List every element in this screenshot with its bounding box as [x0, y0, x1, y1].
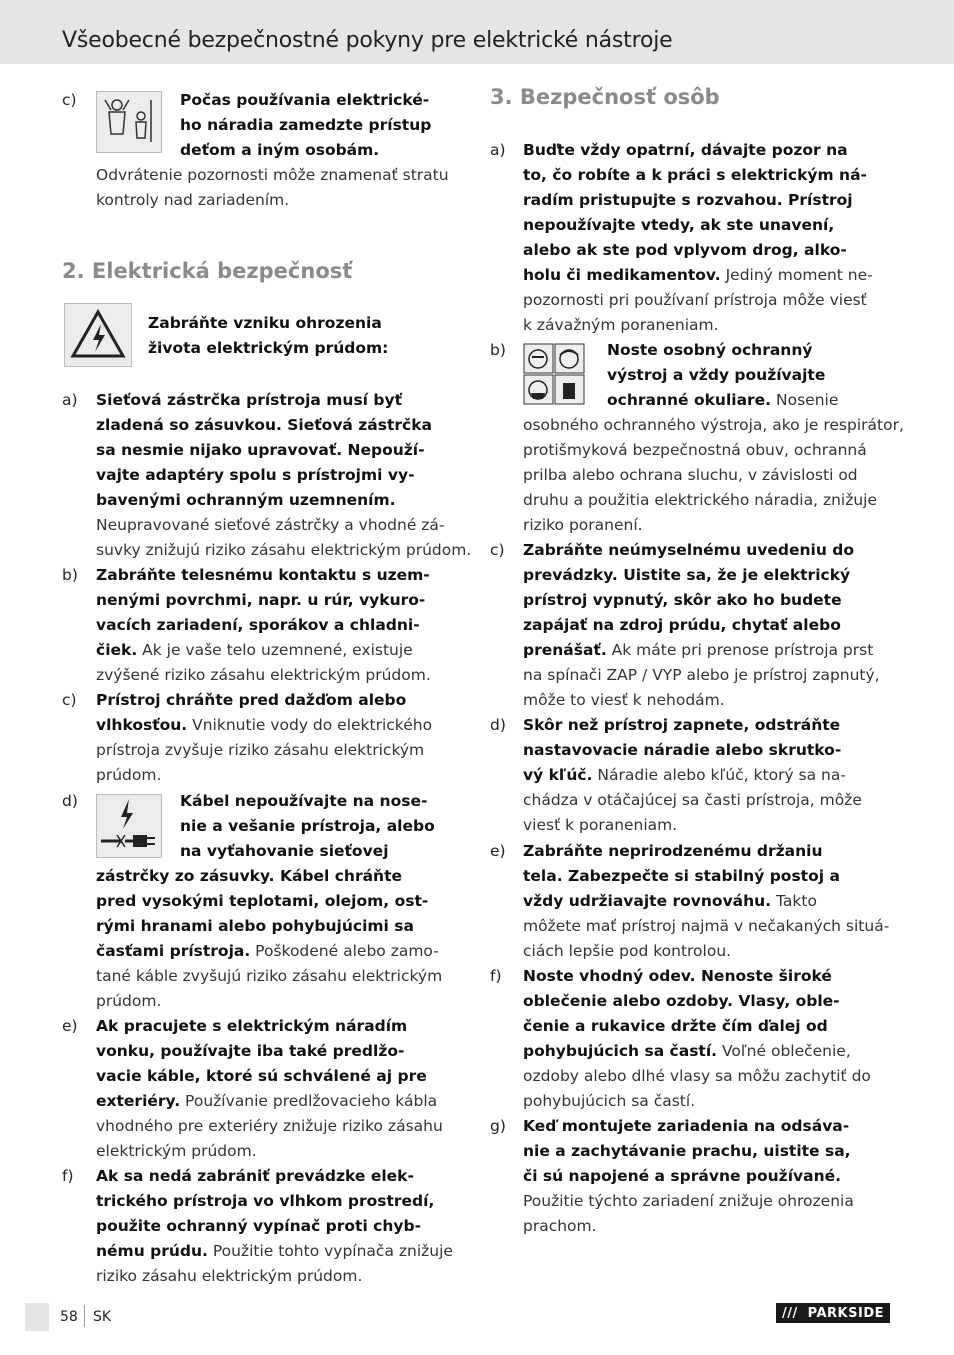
bold-line: Zabráňte telesnému kontaktu s uzem- [96, 566, 430, 584]
bold-line: Keď montujete zariadenia na odsáva- [523, 1117, 850, 1135]
bold-line: Skôr než prístroj zapnete, odstráňte [523, 716, 841, 734]
bold-line: nepoužívajte vtedy, ak ste unavení, [523, 216, 835, 234]
body-line: na spínači ZAP / VYP alebo je prístroj zapnutý, [523, 666, 880, 684]
brand-name: PARKSIDE [807, 1305, 884, 1321]
body-line: k závažným poraneniam. [523, 316, 719, 334]
item-label: e) [490, 842, 506, 860]
item-text [523, 138, 903, 338]
body-line: riziko poranení. [523, 516, 643, 534]
body-line: chádza v otáčajúcej sa časti prístroja, môže [523, 791, 862, 809]
body-line: prúdom. [96, 766, 162, 784]
item-label: c) [62, 91, 77, 109]
body-line: prúdom. [96, 992, 162, 1010]
item-text [96, 1014, 476, 1164]
bold-line: vajte adaptéry spolu s prístrojmi vy- [96, 466, 415, 484]
body-line: prachom. [523, 1217, 597, 1235]
bold-run: čiek. [96, 641, 138, 659]
footer-divider [84, 1305, 85, 1327]
item-body [523, 413, 903, 538]
item-label: a) [490, 141, 506, 159]
item-text [96, 563, 476, 688]
bold-line: trického prístroja vo vlhkom prostredí, [96, 1192, 435, 1210]
item-text [523, 538, 903, 713]
bold-line: nie a vešanie prístroja, alebo [180, 817, 435, 835]
footer-marker [25, 1303, 49, 1331]
language-code: SK [93, 1309, 112, 1325]
body-line: elektrickým prúdom. [96, 1142, 257, 1160]
body-run: Takto [771, 892, 817, 910]
bold-run: vlhkosťou. [96, 716, 188, 734]
bold-line: Sieťová zástrčka prístroja musí byť [96, 391, 402, 409]
body-line: viesť k poraneniam. [523, 816, 678, 834]
damaged-cable-icon [96, 794, 162, 858]
bold-line: vacích zariadení, sporákov a chladni- [96, 616, 420, 634]
bold-run: pohybujúcich sa častí. [523, 1042, 718, 1060]
body-run: Voľné oblečenie, [717, 1042, 851, 1060]
bold-line: Zabráňte neúmyselnému uvedeniu do [523, 541, 855, 559]
bold-line: deťom a iným osobám. [180, 141, 380, 159]
body-line: pozornosti pri používaní prístroja môže viesť [523, 291, 867, 309]
body-run: Vniknutie vody do elektrického [187, 716, 433, 734]
bold-line: vacie káble, ktoré sú schválené aj pre [96, 1067, 427, 1085]
bold-line: nastavovacie náradie alebo skrutko- [523, 741, 842, 759]
item-text [96, 1164, 476, 1289]
bold-line: použite ochranný vypínač proti chyb- [96, 1217, 422, 1235]
body-run: Nosenie [771, 391, 839, 409]
item-text [523, 713, 903, 838]
body-line: tané káble zvyšujú riziko zásahu elektrickým [96, 967, 443, 985]
body-line: vhodného pre exteriéry znižuje riziko zásahu [96, 1117, 443, 1135]
bold-line: na vyťahovanie sieťovej [180, 842, 389, 860]
bold-line: Prístroj chráňte pred dažďom alebo [96, 691, 407, 709]
item-text [96, 864, 476, 1014]
page-number: 58 [60, 1309, 78, 1325]
body-line: riziko zásahu elektrickým prúdom. [96, 1267, 363, 1285]
protective-equipment-icon [523, 343, 585, 405]
page-header [0, 0, 954, 64]
bold-line: Počas používania elektrické- [180, 91, 430, 109]
section-title-electrical: 2. Elektrická bezpečnosť [62, 259, 353, 283]
body-line: osobného ochranného výstroja, ako je respirátor, [523, 416, 904, 434]
body-line: ciách lepšie pod kontrolou. [523, 942, 732, 960]
brand-logo [776, 1303, 890, 1323]
item-text-short [607, 338, 907, 413]
item-text [96, 388, 476, 563]
bold-line: pred vysokými teplotami, olejom, ost- [96, 892, 429, 910]
bold-line: Buďte vždy opatrní, dávajte pozor na [523, 141, 848, 159]
bold-line: Zabráňte vzniku ohrozenia [148, 314, 382, 332]
body-line: ozdoby alebo dlhé vlasy sa môžu zachytiť do [523, 1067, 871, 1085]
body-run: Ak máte pri prenose prístroja prst [606, 641, 874, 659]
body-run: Náradie alebo kľúč, ktorý sa na- [592, 766, 846, 784]
bold-line: radím pristupujte s rozvahou. Prístroj [523, 191, 853, 209]
bold-line: čenie a rukavice držte čím ďalej od [523, 1017, 828, 1035]
bold-line: sa nesmie nijako upravovať. Nepouží- [96, 441, 425, 459]
body-line: protišmyková bezpečnostná obuv, ochranná [523, 441, 867, 459]
warning-text [148, 311, 468, 361]
item-label: a) [62, 391, 78, 409]
bold-line: života elektrickým prúdom: [148, 339, 389, 357]
bold-run: nému prúdu. [96, 1242, 208, 1260]
bold-line: Noste osobný ochranný [607, 341, 813, 359]
bold-line: Ak pracujete s elektrickým náradím [96, 1017, 408, 1035]
bold-line: nie a zachytávanie prachu, uistite sa, [523, 1142, 851, 1160]
body-line: prilba alebo ochrana sluchu, v závislosti od [523, 466, 858, 484]
body-line: zvýšené riziko zásahu elektrickým prúdom. [96, 666, 431, 684]
item-label: f) [62, 1167, 74, 1185]
section-title-personal: 3. Bezpečnosť osôb [490, 85, 720, 109]
bold-line: vonku, používajte iba také predlžo- [96, 1042, 405, 1060]
bold-line: alebo ak ste pod vplyvom drog, alko- [523, 241, 847, 259]
item-text [523, 1114, 903, 1239]
bold-run: vý kľúč. [523, 766, 593, 784]
item-text [96, 688, 476, 788]
bold-line: Noste vhodný odev. Nenoste široké [523, 967, 832, 985]
logo-stripes-icon: /// [782, 1306, 798, 1321]
item-label: c) [490, 541, 505, 559]
body-line: Použitie týchto zariadení znižuje ohrozenia [523, 1192, 854, 1210]
bold-line: to, čo robíte a k práci s elektrickým ná- [523, 166, 867, 184]
bold-run: holu či medikamentov. [523, 266, 721, 284]
bold-line: bavenými ochranným uzemnením. [96, 491, 396, 509]
body-run: Používanie predlžovacieho kábla [180, 1092, 438, 1110]
bold-line: tela. Zabezpečte si stabilný postoj a [523, 867, 840, 885]
body-line: pohybujúcich sa častí. [523, 1092, 696, 1110]
bold-line: zapájať na zdroj prúdu, chytať alebo [523, 616, 841, 634]
item-text [523, 839, 903, 964]
bold-line: prístroj vypnutý, skôr ako ho budete [523, 591, 842, 609]
item-text [180, 88, 480, 163]
body-line: suvky znižujú riziko zásahu elektrickým prúdom. [96, 541, 472, 559]
item-text [523, 964, 903, 1114]
item-label: f) [490, 967, 502, 985]
body-run: Poškodené alebo zamo- [250, 942, 439, 960]
bold-run: prenášať. [523, 641, 607, 659]
body-run: Použitie tohto vypínača znižuje [207, 1242, 453, 1260]
body-line: Neupravované sieťové zástrčky a vhodné zá- [96, 516, 445, 534]
body-line: môže to viesť k nehodám. [523, 691, 725, 709]
body-line: kontroly nad zariadením. [96, 191, 290, 209]
item-label: b) [62, 566, 78, 584]
item-label: c) [62, 691, 77, 709]
children-warning-icon [96, 91, 162, 153]
page-title: Všeobecné bezpečnostné pokyny pre elektrické nástroje [62, 28, 673, 53]
bold-line: výstroj a vždy používajte [607, 366, 826, 384]
item-label: g) [490, 1117, 506, 1135]
item-label: e) [62, 1017, 78, 1035]
body-line: druhu a použitia elektrického náradia, znižuje [523, 491, 878, 509]
bold-run: exteriéry. [96, 1092, 181, 1110]
item-text-short [180, 789, 480, 864]
item-label: d) [62, 792, 78, 810]
item-label: b) [490, 341, 506, 359]
body-line: prístroja zvyšuje riziko zásahu elektrickým [96, 741, 425, 759]
bold-run: časťami prístroja. [96, 942, 251, 960]
item-label: d) [490, 716, 506, 734]
body-line: môžete mať prístroj najmä v nečakaných situá- [523, 917, 890, 935]
body-line: Odvrátenie pozornosti môže znamenať stratu [96, 166, 449, 184]
bold-run: vždy udržiavajte rovnováhu. [523, 892, 772, 910]
body-run: Jediný moment ne- [720, 266, 873, 284]
bold-line: Kábel nepoužívajte na nose- [180, 792, 428, 810]
bold-line: rými hranami alebo pohybujúcimi sa [96, 917, 414, 935]
bold-line: Ak sa nedá zabrániť prevádzke elek- [96, 1167, 414, 1185]
body-run: Ak je vaše telo uzemnené, existuje [137, 641, 413, 659]
bold-line: oblečenie alebo ozdoby. Vlasy, oble- [523, 992, 840, 1010]
bold-line: nenými povrchmi, napr. u rúr, vykuro- [96, 591, 426, 609]
bold-line: zladená so zásuvkou. Sieťová zástrčka [96, 416, 432, 434]
bold-line: prevádzky. Uistite sa, že je elektrický [523, 566, 851, 584]
bold-line: zástrčky zo zásuvky. Kábel chráňte [96, 867, 403, 885]
bold-line: ho náradia zamedzte prístup [180, 116, 432, 134]
bold-line: či sú napojené a správne používané. [523, 1167, 841, 1185]
bold-run: ochranné okuliare. [607, 391, 772, 409]
bold-line: Zabráňte neprirodzenému držaniu [523, 842, 823, 860]
item-body [96, 163, 496, 213]
high-voltage-icon [64, 303, 132, 367]
